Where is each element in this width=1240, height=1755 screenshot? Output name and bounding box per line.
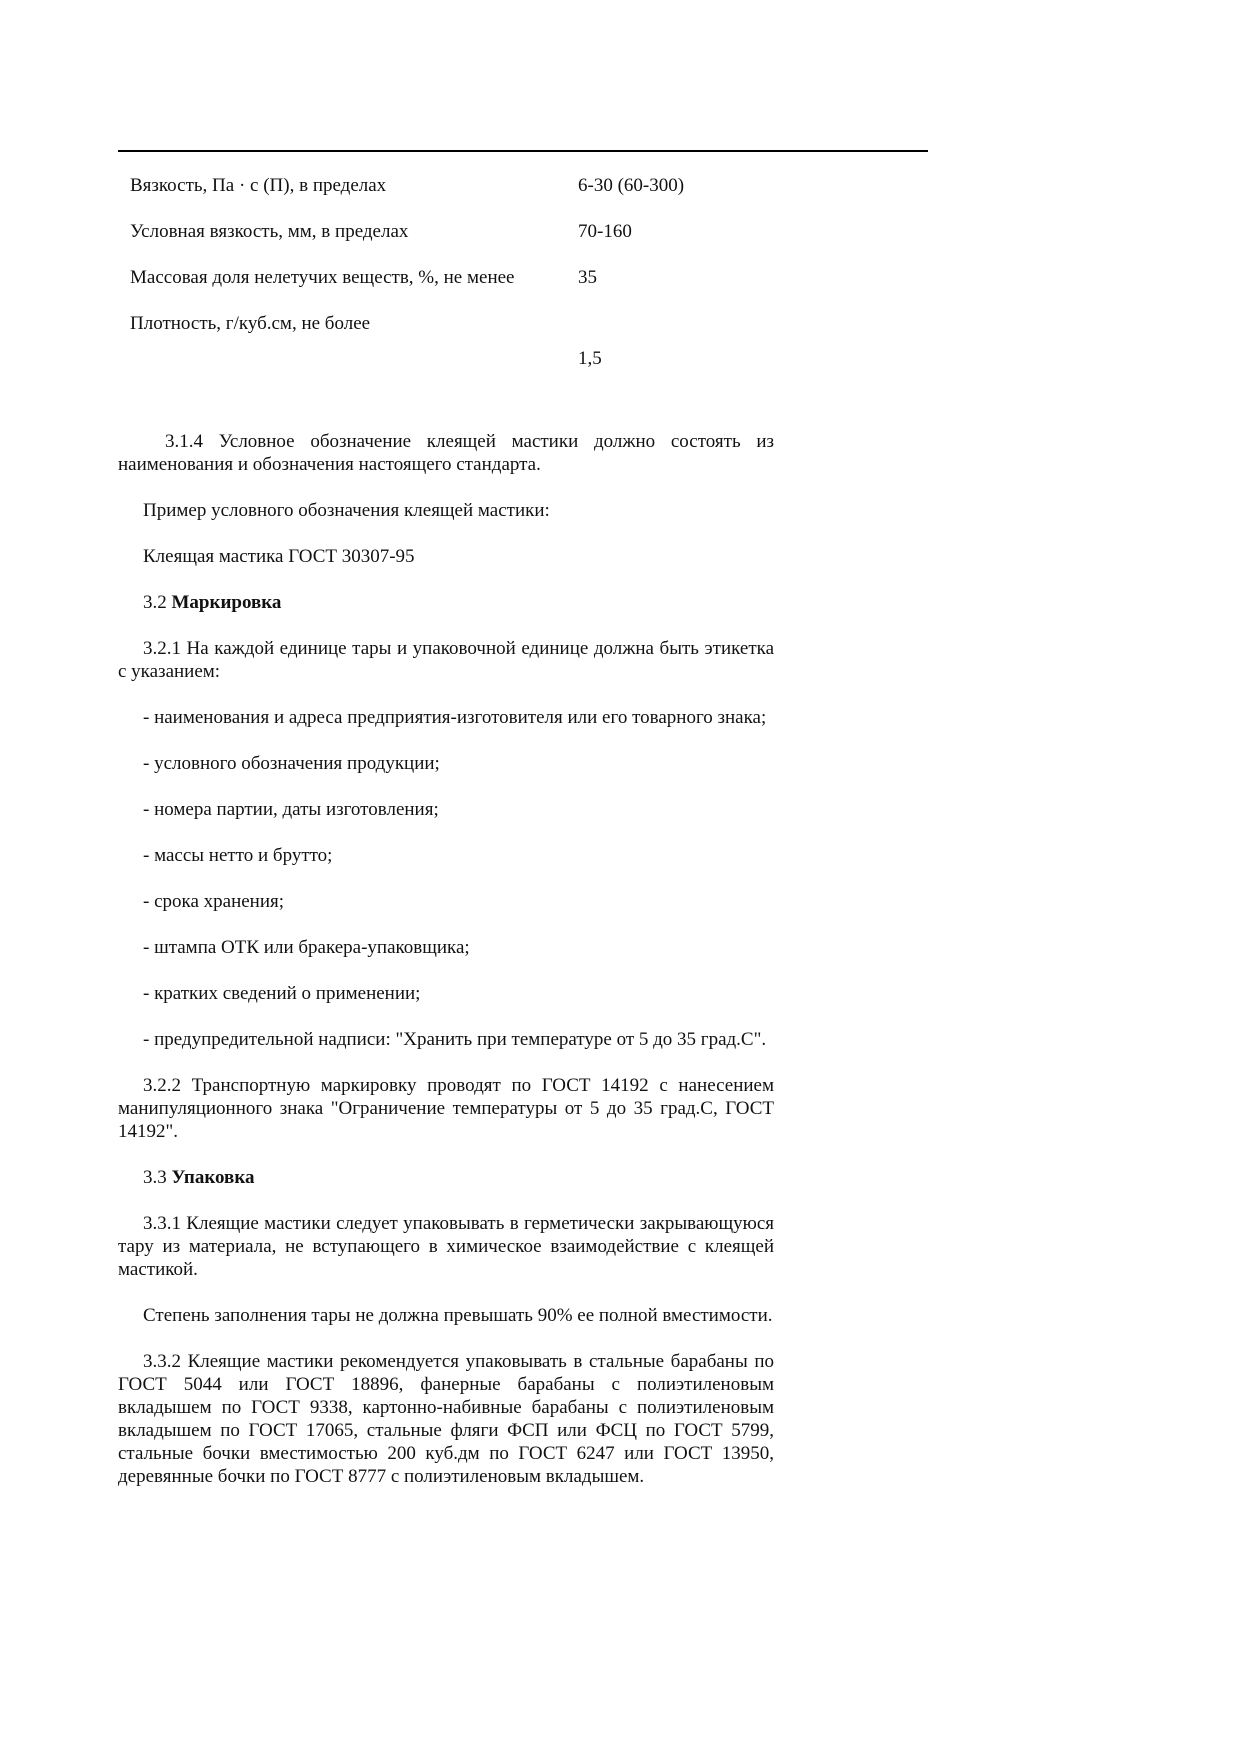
paragraph-3-1-4: 3.1.4 Условное обозначение клеящей мастики должно состоять из наименования и обозначения настоящего стандарта.: [118, 431, 774, 475]
property-value: 35: [578, 267, 597, 288]
list-item: - номера партии, даты изготовления;: [143, 799, 439, 820]
table-row: [130, 221, 830, 267]
example-intro: Пример условного обозначения клеящей мастики:: [143, 500, 550, 521]
table-row: [130, 175, 830, 221]
list-item: - массы нетто и брутто;: [143, 845, 333, 866]
paragraph-3-2-1: 3.2.1 На каждой единице тары и упаковочной единице должна быть этикетка с указанием:: [118, 638, 774, 682]
property-label: Вязкость, Па · с (П), в пределах: [130, 175, 387, 196]
paragraph-3-3-2: 3.3.2 Клеящие мастики рекомендуется упаковывать в стальные барабаны по ГОСТ 5044 или ГОСТ 18896, фанерные барабаны с полиэтиленовым вкладышем по ГОСТ 9338, картонно-набивные барабаны с полиэтиленовым вкладышем по ГОСТ 17065, стальные фляги ФСП или ФСЦ по ГОСТ 5799, стальные бочки вместимостью 200 куб.дм по ГОСТ 6247 или ГОСТ 13950, деревянные бочки по ГОСТ 8777 с полиэтиленовым вкладышем.: [118, 1351, 774, 1487]
paragraph-3-3-1: 3.3.1 Клеящие мастики следует упаковывать в герметически закрывающуюся тару из материала, не вступающего в химическое взаимодействие с клеящей мастикой.: [118, 1213, 774, 1280]
table-top-rule: [118, 150, 928, 152]
table-row: [130, 267, 830, 313]
list-item: - штампа ОТК или бракера-упаковщика;: [143, 937, 470, 958]
section-number: 3.3: [143, 1167, 167, 1188]
section-heading-3-3: [118, 1166, 774, 1189]
list-item: - условного обозначения продукции;: [143, 753, 440, 774]
section-title: Маркировка: [171, 592, 282, 613]
property-value: 6-30 (60-300): [578, 175, 685, 196]
section-heading-3-2: [118, 591, 774, 614]
property-value: 70-160: [578, 221, 632, 242]
section-number: 3.2: [143, 592, 167, 613]
paragraph-3-2-2: 3.2.2 Транспортную маркировку проводят по ГОСТ 14192 с нанесением манипуляционного знака "Ограничение температуры от 5 до 35 град.С, ГОСТ 14192".: [118, 1075, 774, 1142]
property-value: 1,5: [578, 348, 602, 369]
example-designation: Клеящая мастика ГОСТ 30307-95: [143, 546, 415, 567]
list-item: - срока хранения;: [143, 891, 285, 912]
property-label: Условная вязкость, мм, в пределах: [130, 221, 409, 242]
list-item: - наименования и адреса предприятия-изготовителя или его товарного знака;: [143, 707, 767, 728]
section-title: Упаковка: [171, 1167, 255, 1188]
document-body: [118, 430, 774, 1511]
table-row: [130, 313, 830, 383]
paragraph-fill-level: Степень заполнения тары не должна превышать 90% ее полной вместимости.: [143, 1305, 773, 1326]
properties-table: [130, 175, 830, 383]
list-item: - предупредительной надписи: "Хранить при температуре от 5 до 35 град.С".: [143, 1029, 767, 1050]
property-label: Плотность, г/куб.см, не более: [130, 313, 371, 334]
list-item: - кратких сведений о применении;: [143, 983, 421, 1004]
property-label: Массовая доля нелетучих веществ, %, не менее: [130, 267, 515, 288]
